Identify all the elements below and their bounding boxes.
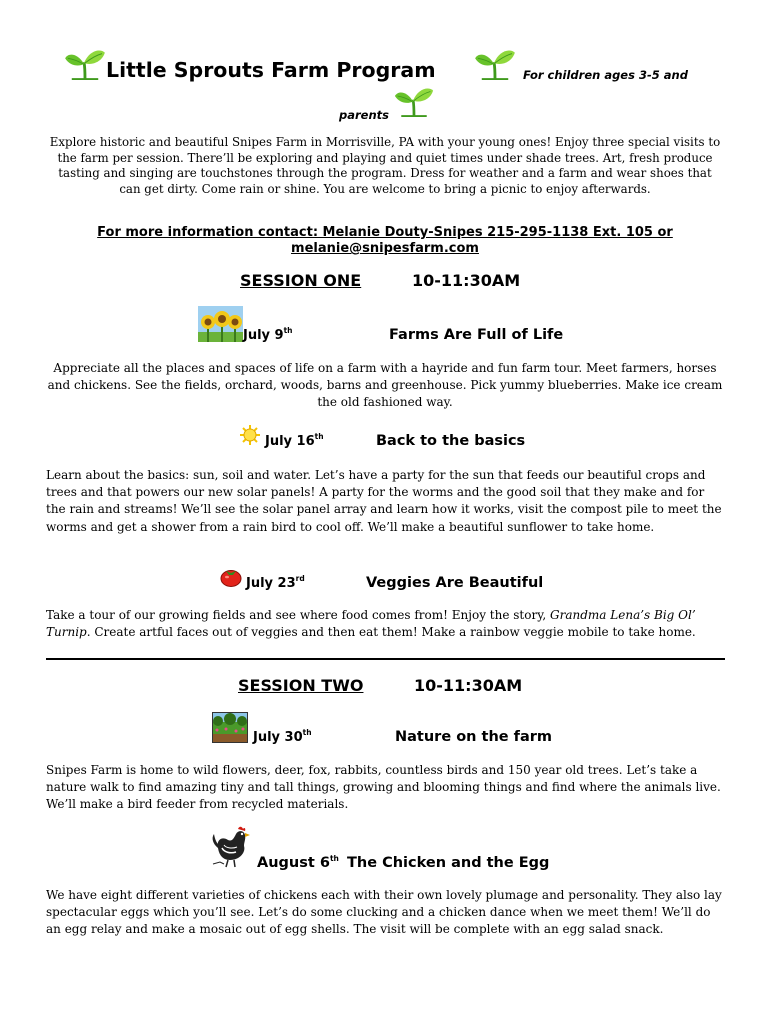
event-date: July 16th — [265, 432, 324, 449]
section-divider — [46, 658, 725, 660]
event-description: Appreciate all the places and spaces of life on a farm with a hayride and fun farm tour. Meet farmers, horses and chickens. See the fields, orchard, woods, barns and greenhouse. Pick yummy blueberries. Make ice cream the old fashioned way. — [47, 361, 723, 410]
tomato-icon — [220, 567, 242, 587]
session-one-time: 10-11:30AM — [412, 271, 521, 290]
event-date: July 30th — [253, 728, 312, 745]
session-one-title: SESSION ONE — [240, 271, 362, 290]
event-date: July 23rd — [246, 574, 305, 591]
garden-icon — [212, 712, 248, 743]
sun-icon — [240, 425, 260, 445]
sprout-icon — [64, 47, 106, 81]
sunflowers-icon — [198, 306, 243, 342]
session-two-title: SESSION TWO — [238, 676, 364, 695]
book-title: Grandma Lena’s Big Ol’ Turnip — [46, 608, 696, 640]
event-description: We have eight different varieties of chickens each with their own lovely plumage and personality. They also lay spectacular eggs which you’ll see. Let’s do some clucking and a chicken dance when we meet them! We’ll do an egg relay and make a mosaic out of egg shells. The visit will be complete with an egg salad snack. — [46, 888, 722, 937]
sprout-icon — [474, 47, 516, 81]
event-date: August 6th — [257, 854, 339, 871]
event-description: Learn about the basics: sun, soil and water. Let’s have a party for the sun that feeds our beautiful crops and trees and that powers our new solar panels! A party for the worms and the good soil that they make and for the rain and streams! We’ll see the solar panel array and learn how it works, visit the compost pile to meet the worms and get a shower from a rain bird to cool off. We’ll make a beautiful sunflower to take home. — [46, 468, 722, 534]
page-title: Little Sprouts Farm Program — [106, 58, 436, 82]
event-title: Nature on the farm — [395, 729, 553, 745]
sprout-icon — [394, 85, 434, 118]
contact-line: For more information contact: Melanie Douty-Snipes 215-295-1138 Ext. 105 or — [97, 225, 673, 240]
contact-email[interactable]: melanie@snipesfarm.com — [291, 241, 479, 256]
page-subtitle-continued: parents — [339, 108, 389, 122]
event-title: Veggies Are Beautiful — [366, 575, 544, 591]
page-subtitle: For children ages 3-5 and — [523, 68, 688, 82]
session-two-time: 10-11:30AM — [414, 676, 523, 695]
event-description: Take a tour of our growing fields and see where food comes from! Enjoy the story, Grandma Lena’s Big Ol’ Turnip. Create artful faces out of veggies and then eat them! Make a rainbow veggie mobile to take home. — [46, 608, 696, 640]
event-date: July 9th — [243, 326, 293, 343]
intro-paragraph: Explore historic and beautiful Snipes Farm in Morrisville, PA with your young ones! Enjoy three special visits to the farm per session. There’ll be exploring and playing and quiet times under shade trees. Art, fresh produce tasting and singing are touchstones through the program. Dress for weather and a farm and wear shoes that can get dirty. Come rain or shine. You are welcome to bring a picnic to enjoy afterwards. — [49, 135, 721, 196]
event-description: Snipes Farm is home to wild flowers, deer, fox, rabbits, countless birds and 150 year old trees. Let’s take a nature walk to find amazing tiny and tall things, growing and blooming things and find where the animals live. We’ll make a bird feeder from recycled materials. — [46, 763, 721, 812]
event-title: Farms Are Full of Life — [389, 327, 564, 343]
event-title: Back to the basics — [376, 433, 526, 449]
chicken-icon — [210, 826, 254, 868]
event-title: The Chicken and the Egg — [347, 855, 550, 871]
